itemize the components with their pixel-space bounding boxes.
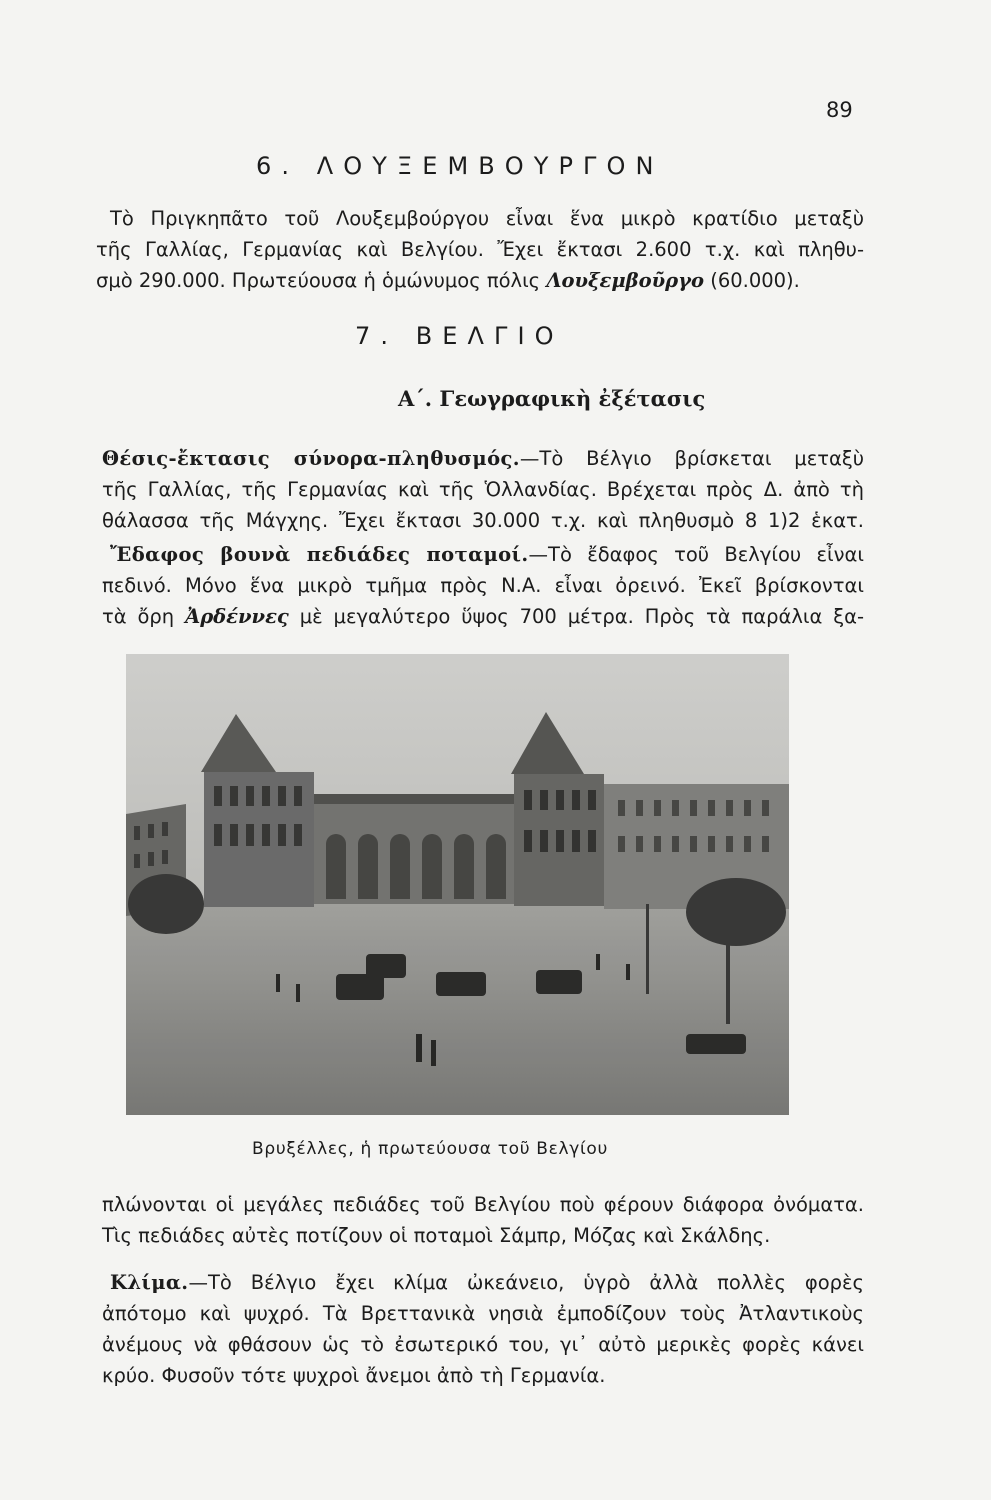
text-line: Τὶς πεδιάδες αὐτὲς ποτίζουν οἱ ποταμοὶ Σάμπρ, Μόζας καὶ Σκάλδης. xyxy=(102,1224,771,1247)
section-heading-luxembourg: 6. ΛΟΥΞΕΜΒΟΥΡΓΟΝ xyxy=(256,152,664,180)
text-line: τῆς Γαλλίας, Γερμανίας καὶ Βελγίου. Ἔχει ἔκτασι 2.600 τ.χ. καὶ πληθυ- xyxy=(96,238,864,261)
ardennes-name: Ἀρδέννες xyxy=(185,605,289,628)
text-line xyxy=(102,1267,864,1298)
text-line: πεδινό. Μόνο ἕνα μικρὸ τμῆμα πρὸς Ν.Α. εἶναι ὀρεινό. Ἐκεῖ βρίσκονται xyxy=(102,574,864,597)
brussels-photo xyxy=(126,654,789,1115)
text-line: θάλασσα τῆς Μάγχης. Ἔχει ἔκτασι 30.000 τ.χ. καὶ πληθυσμὸ 8 1)2 ἑκατ. xyxy=(102,509,864,532)
paragraph-luxembourg xyxy=(96,203,864,296)
text-line xyxy=(102,539,864,570)
text-line: πλώνονται οἱ μεγάλες πεδιάδες τοῦ Βελγίου ποὺ φέρουν διάφορα ὀνόματα. xyxy=(102,1193,864,1216)
text-line xyxy=(96,265,864,296)
text-line xyxy=(102,601,864,632)
paragraph-keyword: Κλίμα. xyxy=(110,1271,189,1294)
text-line: κρύο. Φυσοῦν τότε ψυχροὶ ἄνεμοι ἀπὸ τὴ Γερμανία. xyxy=(102,1364,606,1387)
paragraph-climate xyxy=(102,1267,864,1391)
paragraph-terrain-continued xyxy=(102,1189,864,1251)
subsection-heading: Α΄. Γεωγραφικὴ ἐξέτασις xyxy=(398,386,706,411)
text-line: τῆς Γαλλίας, τῆς Γερμανίας καὶ τῆς Ὁλλανδίας. Βρέχεται πρὸς Δ. ἀπὸ τὴ xyxy=(102,478,864,501)
text-line: ἀπότομο καὶ ψυχρό. Τὰ Βρεττανικὰ νησιὰ ἐμποδίζουν τοὺς Ἀτλαντικοὺς xyxy=(102,1302,864,1325)
text-segment: —Τὸ Βέλγιο βρίσκεται μεταξὺ xyxy=(519,447,864,470)
text-segment: τὰ ὄρη xyxy=(102,605,175,628)
paragraph-position xyxy=(102,443,864,536)
luxembourg-capital: Λουξεμβοῦργο xyxy=(546,269,705,292)
text-segment: —Τὸ ἔδαφος τοῦ Βελγίου εἶναι xyxy=(528,543,864,566)
text-line: Τὸ Πριγκηπᾶτο τοῦ Λουξεμβούργου εἶναι ἕνα μικρὸ κρατίδιο μεταξὺ xyxy=(110,207,864,230)
text-segment: σμὸ 290.000. Πρωτεύουσα ἡ ὁμώνυμος πόλις xyxy=(96,269,541,292)
luxembourg-capital-population: (60.000). xyxy=(710,269,800,292)
text-line xyxy=(102,443,864,474)
text-segment: —Τὸ Βέλγιο ἔχει κλίμα ὠκεάνειο, ὑγρὸ ἀλλὰ πολλὲς φορὲς xyxy=(188,1271,864,1294)
photo-caption: Βρυξέλλες, ἡ πρωτεύουσα τοῦ Βελγίου xyxy=(252,1139,609,1159)
paragraph-keyword: Θέσις-ἔκτασις σύνορα-πληθυσμός. xyxy=(102,447,520,470)
paragraph-keyword: Ἔδαφος βουνὰ πεδιάδες ποταμοί. xyxy=(110,543,529,566)
text-line: ἀνέμους νὰ φθάσουν ὡς τὸ ἐσωτερικό του, γι᾽ αὐτὸ μερικὲς φορὲς κάνει xyxy=(102,1333,864,1356)
page-number: 89 xyxy=(826,98,853,122)
paragraph-terrain xyxy=(102,539,864,632)
section-heading-belgium: 7. ΒΕΛΓΙΟ xyxy=(355,322,564,350)
text-segment: μὲ μεγαλύτερο ὕψος 700 μέτρα. Πρὸς τὰ παράλια ξα- xyxy=(299,605,865,628)
